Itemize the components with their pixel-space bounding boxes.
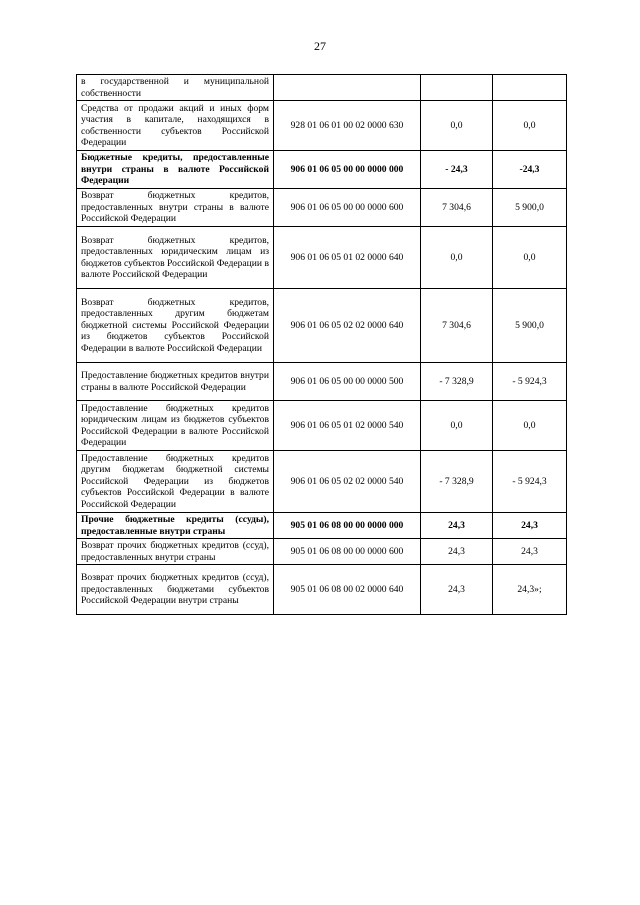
table-row bbox=[77, 189, 567, 227]
row-value-2025-cell: 0,0 bbox=[493, 101, 567, 151]
row-value-2025-cell: 5 900,0 bbox=[493, 289, 567, 363]
row-name-cell: Возврат прочих бюджетных кредитов (ссуд), предоставленных внутри страны bbox=[77, 539, 274, 565]
row-name-cell: Возврат бюджетных кредитов, предоставленных другим бюджетам бюджетной системы Российской Федерации из бюджетов субъектов Российской Федерации в валюте Российской Федерации bbox=[77, 289, 274, 363]
row-value-2024-cell: - 7 328,9 bbox=[421, 451, 493, 513]
table-body bbox=[77, 75, 567, 615]
budget-sources-table bbox=[76, 74, 567, 615]
row-code-cell: 905 01 06 08 00 00 0000 000 bbox=[274, 513, 421, 539]
row-name-cell: Возврат прочих бюджетных кредитов (ссуд), предоставленных бюджетами субъектов Российской Федерации внутри страны bbox=[77, 565, 274, 615]
table-row bbox=[77, 75, 567, 101]
table-row bbox=[77, 565, 567, 615]
row-code-cell bbox=[274, 75, 421, 101]
row-name-cell: Средства от продажи акций и иных форм участия в капитале, находящихся в собственности субъектов Российской Федерации bbox=[77, 101, 274, 151]
row-value-2025-cell: 5 900,0 bbox=[493, 189, 567, 227]
row-code-cell: 928 01 06 01 00 02 0000 630 bbox=[274, 101, 421, 151]
row-name-cell: Бюджетные кредиты, предоставленные внутри страны в валюте Российской Федерации bbox=[77, 151, 274, 189]
row-code-cell: 906 01 06 05 02 02 0000 640 bbox=[274, 289, 421, 363]
table-row bbox=[77, 401, 567, 451]
table-row bbox=[77, 513, 567, 539]
row-value-2025-cell: 0,0 bbox=[493, 227, 567, 289]
row-code-cell: 906 01 06 05 00 00 0000 600 bbox=[274, 189, 421, 227]
row-value-2024-cell: 7 304,6 bbox=[421, 189, 493, 227]
page-number: 27 bbox=[314, 39, 326, 53]
row-name-cell: Прочие бюджетные кредиты (ссуды), предоставленные внутри страны bbox=[77, 513, 274, 539]
row-code-cell: 906 01 06 05 00 00 0000 000 bbox=[274, 151, 421, 189]
row-value-2025-cell: 24,3 bbox=[493, 539, 567, 565]
row-value-2025-cell: 24,3 bbox=[493, 513, 567, 539]
row-code-cell: 906 01 06 05 00 00 0000 500 bbox=[274, 363, 421, 401]
table-row bbox=[77, 451, 567, 513]
row-name-cell: Возврат бюджетных кредитов, предоставленных внутри страны в валюте Российской Федерации bbox=[77, 189, 274, 227]
row-value-2024-cell: 24,3 bbox=[421, 539, 493, 565]
row-value-2025-cell: 24,3»; bbox=[493, 565, 567, 615]
table-row bbox=[77, 101, 567, 151]
table-row bbox=[77, 539, 567, 565]
row-value-2025-cell: -24,3 bbox=[493, 151, 567, 189]
table-row bbox=[77, 289, 567, 363]
row-value-2025-cell: - 5 924,3 bbox=[493, 451, 567, 513]
table-row bbox=[77, 227, 567, 289]
row-value-2024-cell: - 24,3 bbox=[421, 151, 493, 189]
row-value-2025-cell: - 5 924,3 bbox=[493, 363, 567, 401]
row-value-2024-cell: 24,3 bbox=[421, 513, 493, 539]
row-value-2025-cell: 0,0 bbox=[493, 401, 567, 451]
row-value-2024-cell: 7 304,6 bbox=[421, 289, 493, 363]
row-name-cell: Возврат бюджетных кредитов, предоставленных юридическим лицам из бюджетов субъектов Российской Федерации в валюте Российской Федерации bbox=[77, 227, 274, 289]
row-code-cell: 905 01 06 08 00 02 0000 640 bbox=[274, 565, 421, 615]
row-name-cell: Предоставление бюджетных кредитов другим бюджетам бюджетной системы Российской Федерации из бюджетов субъектов Российской Федерации в валюте Российской Федерации bbox=[77, 451, 274, 513]
table-row bbox=[77, 363, 567, 401]
row-code-cell: 906 01 06 05 02 02 0000 540 bbox=[274, 451, 421, 513]
row-name-cell: в государственной и муниципальной собственности bbox=[77, 75, 274, 101]
row-value-2024-cell: - 7 328,9 bbox=[421, 363, 493, 401]
row-value-2025-cell bbox=[493, 75, 567, 101]
row-value-2024-cell: 0,0 bbox=[421, 227, 493, 289]
table-row bbox=[77, 151, 567, 189]
row-value-2024-cell: 24,3 bbox=[421, 565, 493, 615]
row-code-cell: 905 01 06 08 00 00 0000 600 bbox=[274, 539, 421, 565]
row-value-2024-cell: 0,0 bbox=[421, 401, 493, 451]
row-value-2024-cell bbox=[421, 75, 493, 101]
row-value-2024-cell: 0,0 bbox=[421, 101, 493, 151]
row-code-cell: 906 01 06 05 01 02 0000 540 bbox=[274, 401, 421, 451]
row-name-cell: Предоставление бюджетных кредитов юридическим лицам из бюджетов субъектов Российской Федерации в валюте Российской Федерации bbox=[77, 401, 274, 451]
row-code-cell: 906 01 06 05 01 02 0000 640 bbox=[274, 227, 421, 289]
row-name-cell: Предоставление бюджетных кредитов внутри страны в валюте Российской Федерации bbox=[77, 363, 274, 401]
